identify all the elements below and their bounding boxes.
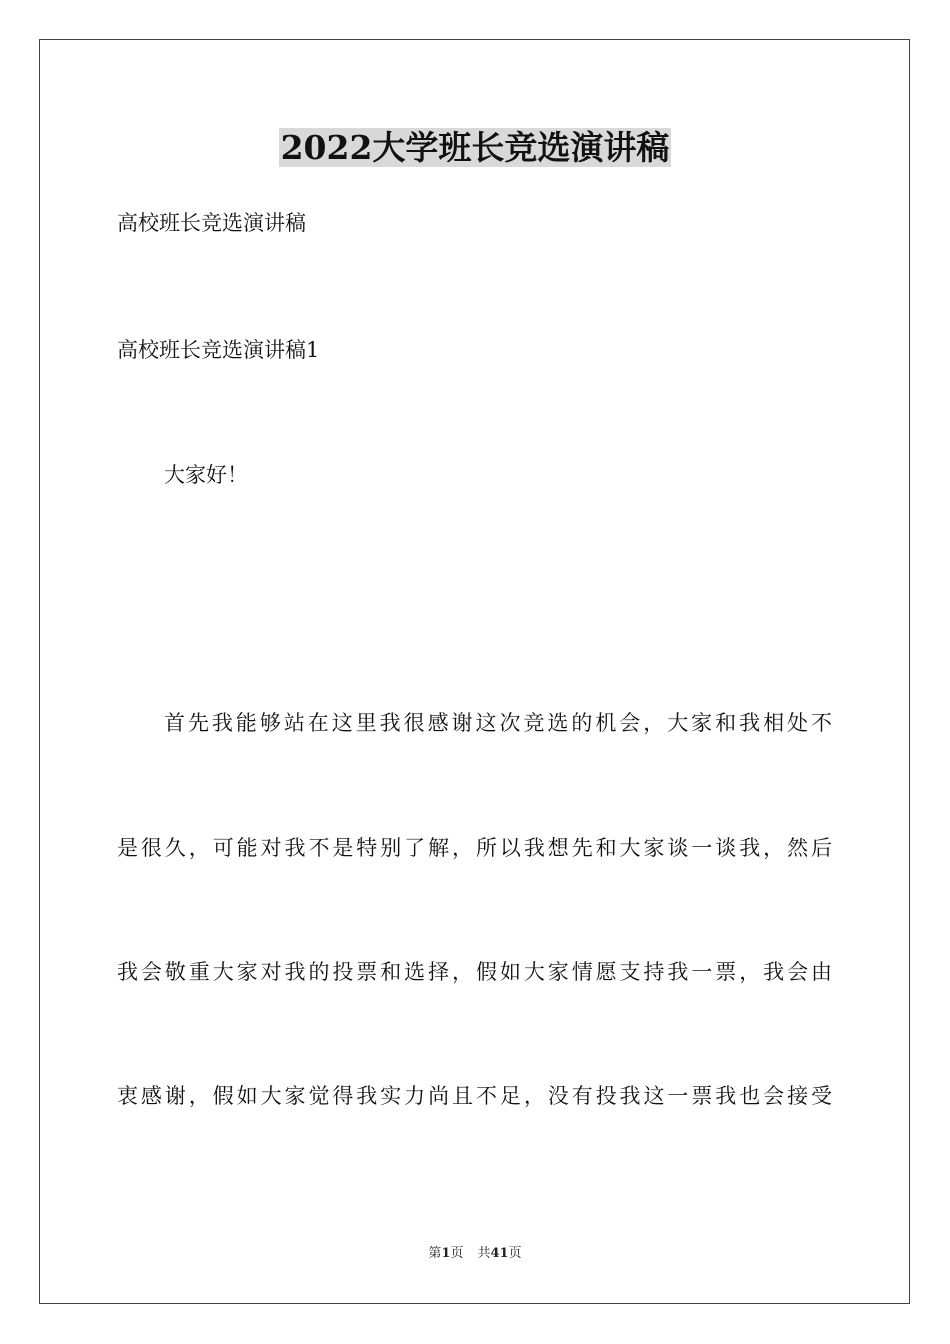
page-number: 1 [441,1246,451,1261]
document-subtitle: 高校班长竞选演讲稿 [117,211,306,235]
page-footer [0,1245,950,1263]
total-suffix: 页 [508,1246,522,1261]
paragraph-line: 我会敬重大家对我的投票和选择，假如大家情愿支持我一票，我会由 [117,960,832,984]
paragraph-line: 首先我能够站在这里我很感谢这次竞选的机会，大家和我相处不 [164,711,832,735]
document-title [0,126,950,170]
page-prefix: 第 [428,1246,442,1261]
paragraph-line: 衷感谢，假如大家觉得我实力尚且不足，没有投我这一票我也会接受 [117,1084,832,1108]
page-suffix: 页 [450,1246,464,1261]
total-pages: 41 [490,1246,509,1261]
paragraph-line: 是很久，可能对我不是特别了解，所以我想先和大家谈一谈我，然后 [117,836,832,860]
document-title-text: 2022大学班长竞选演讲稿 [280,128,670,167]
section-heading: 高校班长竞选演讲稿1 [117,338,320,362]
total-prefix: 共 [477,1246,491,1261]
greeting: 大家好！ [164,463,248,487]
